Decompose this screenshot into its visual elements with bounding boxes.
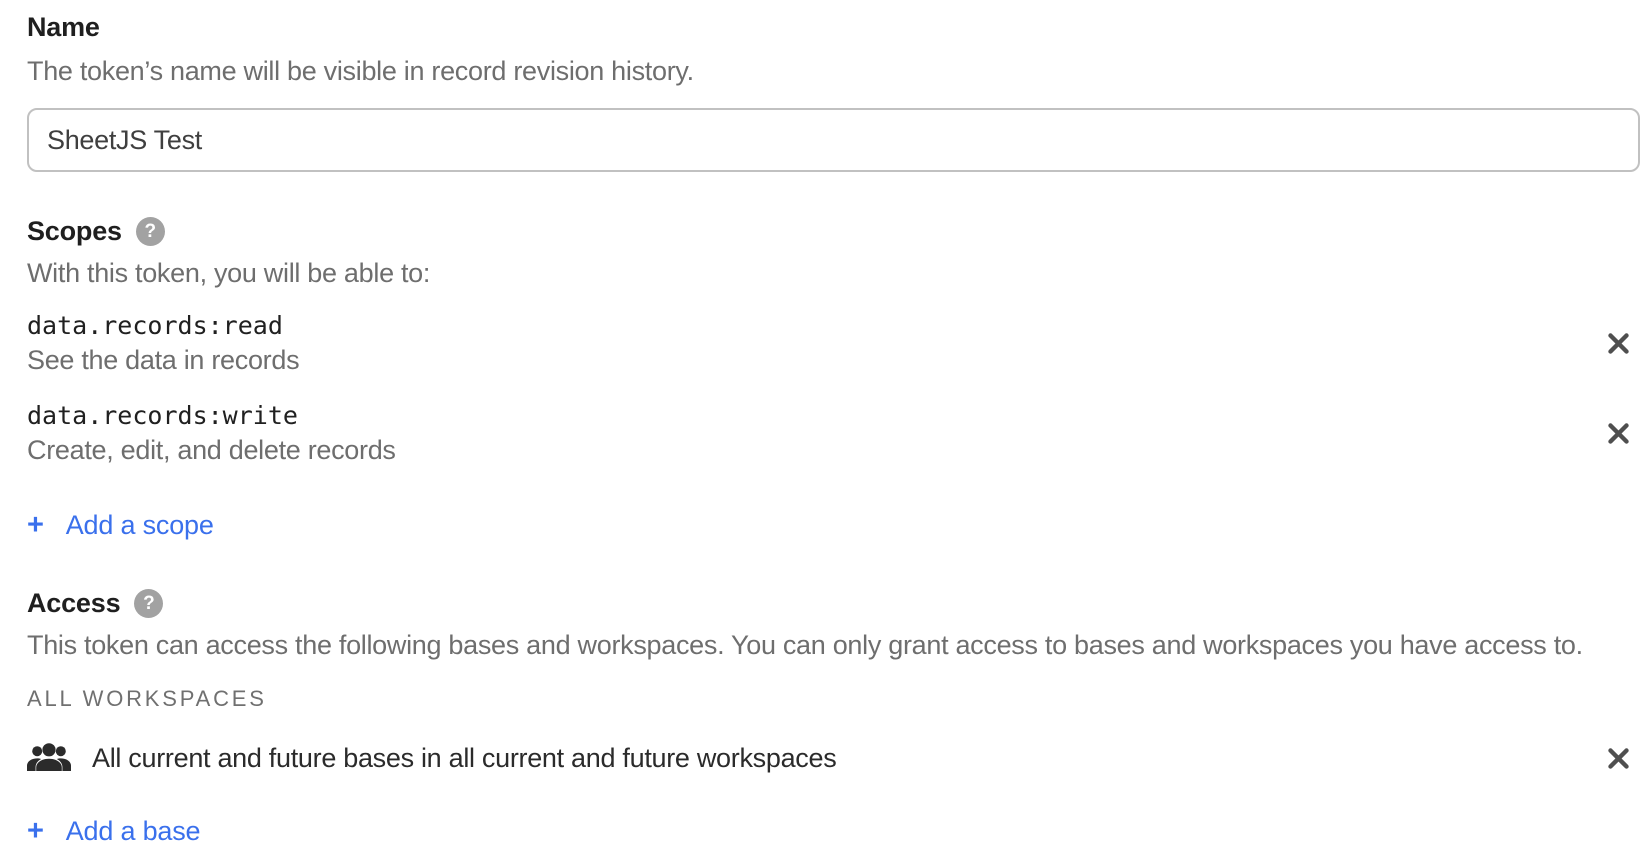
access-section-description: This token can access the following bases and workspaces. You can only grant access to bases and workspaces you have access to.: [27, 630, 1583, 660]
name-section-title: Name: [27, 12, 100, 42]
scope-description: Create, edit, and delete records: [27, 435, 396, 465]
remove-scope-button[interactable]: [1596, 321, 1640, 365]
remove-access-button[interactable]: [1596, 736, 1640, 780]
close-icon: [1607, 332, 1630, 355]
access-entry: [27, 740, 836, 776]
add-base-label: Add a base: [65, 816, 201, 846]
remove-scope-button[interactable]: [1596, 411, 1640, 455]
name-section-description: The token’s name will be visible in record revision history.: [27, 56, 694, 86]
scope-row: [27, 308, 1640, 378]
plus-icon: +: [27, 509, 44, 541]
scope-row: [27, 398, 1640, 468]
access-section-header: [27, 586, 1640, 620]
add-scope-button[interactable]: [27, 508, 214, 542]
scope-description: See the data in records: [27, 345, 300, 375]
access-section-title: Access: [27, 588, 121, 618]
people-group-icon: [27, 740, 71, 776]
scopes-section-title: Scopes: [27, 216, 122, 246]
access-entry-row: [27, 738, 1640, 778]
access-help-icon[interactable]: ?: [134, 589, 163, 618]
access-entry-label: All current and future bases in all current and future workspaces: [92, 743, 837, 773]
close-icon: [1607, 747, 1630, 770]
close-icon: [1607, 422, 1630, 445]
scope-name: data.records:read: [27, 311, 283, 340]
token-name-input[interactable]: [27, 108, 1640, 172]
scope-name: data.records:write: [27, 401, 298, 430]
scopes-help-icon[interactable]: ?: [136, 217, 165, 246]
scope-info: [27, 398, 396, 468]
add-base-button[interactable]: [27, 814, 200, 848]
scopes-intro-text: With this token, you will be able to:: [27, 258, 431, 288]
add-scope-label: Add a scope: [65, 510, 214, 540]
scope-info: [27, 308, 299, 378]
scopes-section-header: [27, 214, 1640, 248]
plus-icon: +: [27, 815, 44, 847]
workspace-group-label: ALL WORKSPACES: [27, 686, 267, 711]
